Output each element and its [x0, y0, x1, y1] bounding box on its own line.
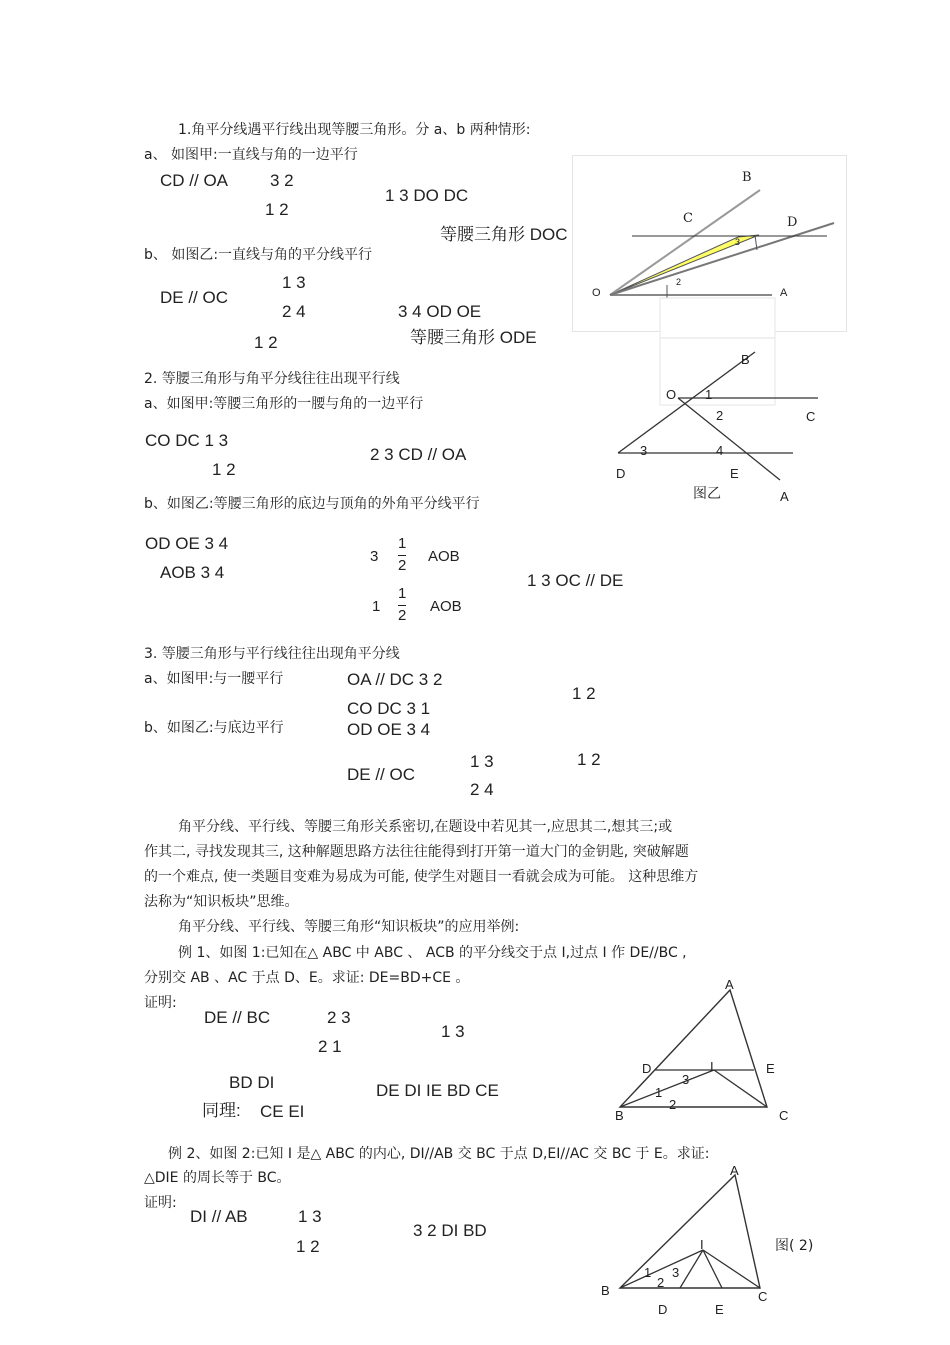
formula: OD OE 3 4 [347, 720, 431, 739]
label-c: C [758, 1289, 768, 1304]
formula: DE DI IE BD CE [376, 1081, 499, 1100]
label-2: 2 [669, 1097, 677, 1112]
figure-2-caption: 图( 2) [775, 1238, 814, 1254]
label-c: C [806, 409, 816, 424]
example1-line-2: 分别交 AB 、AC 于点 D、E。求证: DE=BD+CE 。 [144, 970, 470, 986]
line-db [618, 352, 755, 453]
formula: CO DC 1 3 [145, 431, 229, 450]
formula: CE EI [260, 1102, 305, 1121]
summary-line-5: 角平分线、平行线、等腰三角形“知识板块”的应用举例: [178, 919, 520, 935]
example2-proof-label: 证明: [144, 1195, 177, 1211]
label-a: A [780, 489, 789, 504]
summary-line-3: 的一个难点, 使一类题目变难为易成为可能, 使学生对题目一看就会成为可能。 这种思维方 [144, 869, 699, 885]
label-i: I [700, 1237, 704, 1252]
formula: 2 3 [327, 1008, 351, 1027]
section1-b-label: b、 如图乙:一直线与角的平分线平行 [144, 247, 373, 263]
formula: CD // OA [160, 171, 229, 190]
label-2: 2 [676, 277, 682, 287]
formula: AOB [430, 598, 462, 615]
formula: 1 3 [470, 752, 494, 771]
formula: 等腰三角形 ODE [410, 328, 537, 347]
fraction-denominator: 2 [398, 556, 407, 574]
fraction-half [398, 586, 406, 624]
label-a: A [780, 287, 788, 299]
label-i: I [710, 1059, 714, 1074]
label-1: 1 [705, 387, 713, 402]
formula: 1 3 [441, 1022, 465, 1041]
figure-1 [600, 975, 800, 1120]
formula: OA // DC 3 2 [347, 670, 443, 689]
label-2: 2 [716, 408, 724, 423]
formula: DE // BC [204, 1008, 271, 1027]
summary-line-2: 作其二, 寻找发现其三, 这种解题思路方法往往能得到打开第一道大门的金钥匙, 突破解题 [144, 844, 689, 860]
formula: OD OE 3 4 [145, 534, 229, 553]
fraction-numerator: 1 [398, 535, 407, 552]
triangle-abc [620, 990, 767, 1107]
label-o: O [592, 287, 601, 299]
formula: 1 2 [296, 1237, 320, 1256]
label-3: 3 [672, 1265, 680, 1280]
formula: 3 2 DI BD [413, 1221, 487, 1240]
formula: BD DI [229, 1073, 275, 1092]
formula: 3 4 OD OE [398, 302, 482, 321]
label-3: 3 [682, 1072, 690, 1087]
formula: DE // OC [160, 288, 229, 307]
figure-yi-caption: 图乙 [693, 486, 721, 502]
formula: 1 3 OC // DE [527, 571, 624, 590]
summary-line-4: 法称为“知识板块”思维。 [144, 894, 299, 910]
line-bi [620, 1070, 714, 1107]
section3-heading: 3. 等腰三角形与平行线往往出现角平分线 [144, 646, 400, 662]
figure-frame [660, 298, 775, 338]
bisector-oc [610, 223, 834, 295]
formula: DE // OC [347, 765, 416, 784]
formula: 2 3 CD // OA [370, 445, 467, 464]
formula: 1 3 [298, 1207, 322, 1226]
line-ci [714, 1070, 767, 1107]
formula: 同理: [202, 1101, 241, 1120]
label-b: B [741, 352, 750, 367]
formula: 1 2 [254, 333, 278, 352]
formula: 1 2 [577, 750, 601, 769]
label-b: B [742, 170, 752, 185]
section1-a-label: a、 如图甲:一直线与角的一边平行 [144, 147, 358, 163]
formula: 3 [370, 548, 379, 565]
formula: 1 2 [572, 684, 596, 703]
fraction-half [398, 536, 406, 574]
formula: 2 4 [470, 780, 494, 799]
summary-line-1: 角平分线、平行线、等腰三角形关系密切,在题设中若见其一,应思其二,想其三;或 [178, 819, 673, 835]
label-a: A [725, 977, 734, 992]
line-ci [703, 1250, 760, 1288]
label-b: B [615, 1108, 624, 1123]
label-e: E [730, 466, 739, 481]
label-o: O [666, 387, 677, 402]
figure-yi [600, 290, 830, 510]
formula: 1 [372, 598, 381, 615]
section3-b-label: b、如图乙:与底边平行 [144, 720, 284, 736]
formula: AOB [428, 548, 460, 565]
label-d: D [787, 215, 798, 230]
formula: AOB 3 4 [160, 563, 225, 582]
fraction-denominator: 2 [398, 606, 407, 624]
label-c: C [779, 1108, 789, 1123]
fraction-bar [398, 605, 406, 606]
label-e: E [715, 1302, 724, 1317]
label-d: D [642, 1061, 652, 1076]
example1-line-1: 例 1、如图 1:已知在△ ABC 中 ABC 、 ACB 的平分线交于点 I,过点 I 作 DE//BC , [178, 945, 687, 961]
label-3: 3 [640, 443, 648, 458]
label-3: 3 [735, 237, 741, 247]
label-4: 4 [716, 443, 724, 458]
section2-b-label: b、如图乙:等腰三角形的底边与顶角的外角平分线平行 [144, 496, 480, 512]
label-a: A [730, 1163, 739, 1178]
line-oa [678, 398, 780, 480]
label-1: 1 [655, 1085, 663, 1100]
formula: 3 2 [270, 171, 294, 190]
fraction-bar [398, 555, 406, 556]
label-e: E [766, 1061, 775, 1076]
formula: CO DC 3 1 [347, 699, 431, 718]
formula: 1 3 DO DC [385, 186, 469, 205]
label-2: 2 [657, 1275, 665, 1290]
section2-a-label: a、如图甲:等腰三角形的一腰与角的一边平行 [144, 396, 424, 412]
label-d: D [616, 466, 626, 481]
section2-heading: 2. 等腰三角形与角平分线往往出现平行线 [144, 371, 400, 387]
example1-proof-label: 证明: [144, 995, 177, 1011]
example2-line-1: 例 2、如图 2:已知 I 是△ ABC 的内心, DI//AB 交 BC 于点 D,EI//AC 交 BC 于 E。求证: [168, 1146, 710, 1162]
label-b: B [601, 1283, 610, 1298]
example2-line-2: △DIE 的周长等于 BC。 [144, 1170, 291, 1186]
section1-heading: 1.角平分线遇平行线出现等腰三角形。分 a、b 两种情形: [178, 122, 531, 138]
formula: DI // AB [190, 1207, 248, 1226]
label-1: 1 [644, 1265, 652, 1280]
formula: 1 3 [282, 273, 306, 292]
formula: 1 2 [212, 460, 236, 479]
formula: 1 2 [265, 200, 289, 219]
formula: 2 1 [318, 1037, 342, 1056]
fraction-numerator: 1 [398, 585, 407, 602]
formula: 2 4 [282, 302, 306, 321]
formula: 等腰三角形 DOC [440, 225, 568, 244]
label-c: C [683, 211, 693, 226]
label-d: D [658, 1302, 668, 1317]
section3-a-label: a、如图甲:与一腰平行 [144, 671, 284, 687]
